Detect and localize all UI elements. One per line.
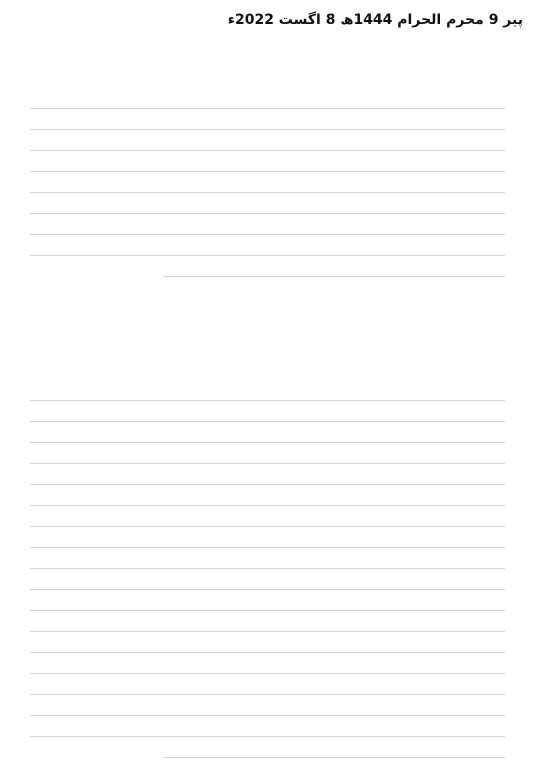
headline: [30, 58, 505, 90]
dateline: پیر 9 محرم الحرام 1444ھ 8 اگست 2022ء: [227, 12, 523, 28]
summary-text: [30, 92, 505, 322]
body-text: [30, 386, 505, 778]
